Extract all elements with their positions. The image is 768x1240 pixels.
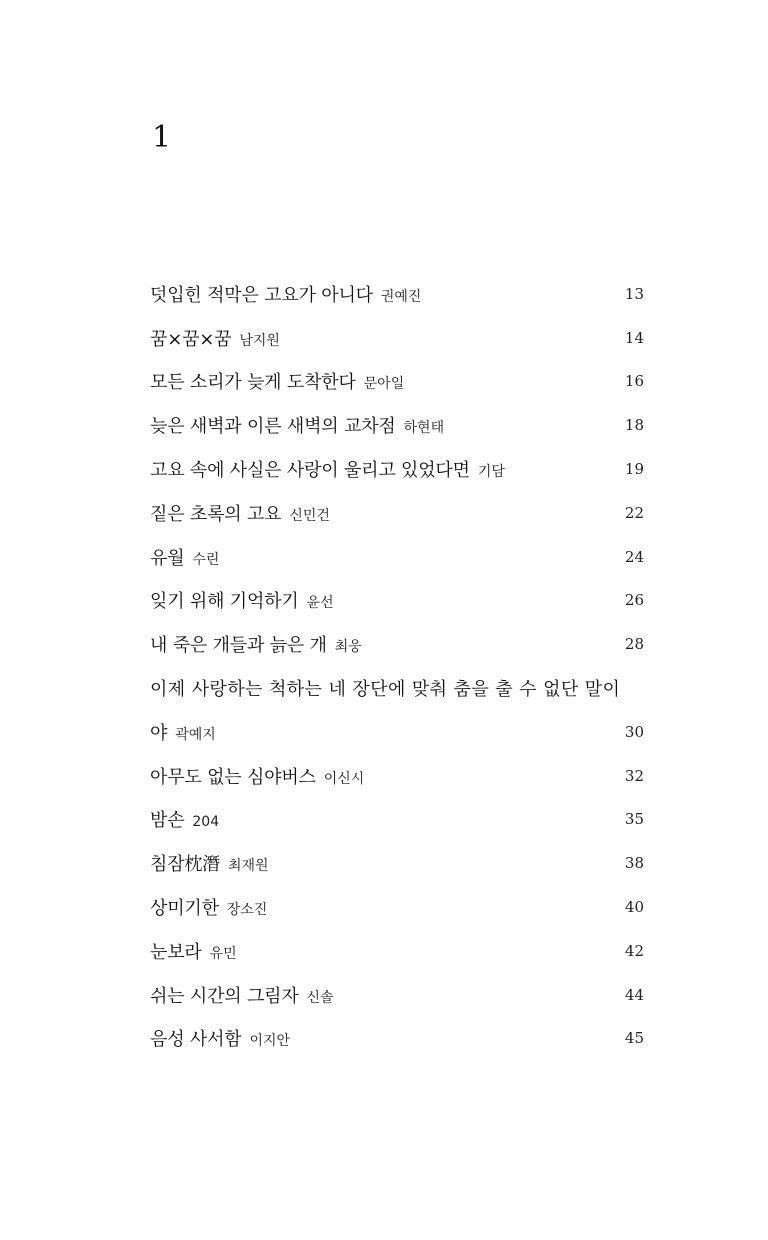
- toc-entry[interactable]: [150, 622, 644, 666]
- entry-author: 남지원: [239, 332, 280, 349]
- entry-title: 덧입힌 적막은 고요가 아니다: [150, 284, 373, 306]
- entry-page-number: 35: [624, 810, 644, 829]
- entry-title: 상미기한: [150, 898, 219, 920]
- entry-page-number: 28: [624, 635, 644, 654]
- entry-title: 아무도 없는 심야버스: [150, 766, 316, 788]
- entry-title: 잊기 위해 기억하기: [150, 591, 299, 613]
- toc-entry-wrapped-first-line[interactable]: [150, 666, 644, 710]
- toc-entry[interactable]: [150, 1017, 644, 1061]
- entry-page-number: 18: [624, 416, 644, 435]
- entry-author: 신민건: [289, 507, 330, 524]
- entry-page-number: 45: [624, 1029, 644, 1048]
- entry-author: 기담: [477, 464, 505, 481]
- entry-title: 꿈×꿈×꿈: [150, 328, 232, 350]
- toc-entry[interactable]: [150, 316, 644, 360]
- entry-title: 쉬는 시간의 그림자: [150, 985, 299, 1007]
- entry-author: 수린: [192, 551, 220, 568]
- entry-title: 짙은 초록의 고요: [150, 503, 282, 525]
- entry-page-number: 26: [624, 591, 644, 610]
- entry-page-number: 13: [624, 284, 644, 303]
- entry-page-number: 14: [624, 328, 644, 347]
- entry-title: 이제 사랑하는 척하는 네 장단에 맞춰 춤을 출 수 없단 말이: [150, 679, 621, 701]
- entry-author: 유민: [209, 945, 237, 962]
- entry-title: 음성 사서함: [150, 1029, 242, 1051]
- entry-page-number: 16: [624, 372, 644, 391]
- entry-author: 곽예지: [175, 726, 216, 743]
- toc-entry[interactable]: [150, 403, 644, 447]
- entry-author: 최웅: [334, 639, 362, 656]
- toc-entry[interactable]: [150, 579, 644, 623]
- entry-title: 모든 소리가 늦게 도착한다: [150, 372, 356, 394]
- entry-title: 야: [150, 722, 168, 744]
- entry-author: 하현태: [403, 420, 445, 437]
- entry-title: 내 죽은 개들과 늙은 개: [150, 635, 327, 657]
- entry-page-number: 24: [624, 547, 644, 566]
- toc-entry[interactable]: [150, 798, 644, 842]
- entry-author: 윤선: [306, 595, 334, 612]
- entry-title: 고요 속에 사실은 사랑이 울리고 있었다면: [150, 460, 470, 482]
- entry-page-number: 38: [624, 854, 644, 873]
- toc-entry[interactable]: [150, 754, 644, 798]
- toc-entry[interactable]: [150, 535, 644, 579]
- entry-page-number: 19: [624, 460, 644, 479]
- toc-entry[interactable]: [150, 841, 644, 885]
- entry-author: 최재원: [227, 858, 269, 875]
- entry-page-number: 30: [624, 722, 644, 741]
- entry-page-number: 44: [624, 985, 644, 1004]
- entry-title: 밤손: [150, 810, 185, 832]
- entry-author: 문아일: [363, 376, 405, 393]
- entry-author: 장소진: [226, 902, 268, 919]
- toc-entry[interactable]: [150, 360, 644, 404]
- toc-entry[interactable]: [150, 929, 644, 973]
- entry-page-number: 42: [624, 941, 644, 960]
- table-of-contents: [150, 272, 644, 1060]
- entry-author: 이지안: [249, 1033, 291, 1050]
- entry-page-number: 40: [624, 898, 644, 917]
- entry-author: 204: [192, 814, 220, 831]
- entry-page-number: 32: [624, 766, 644, 785]
- toc-entry[interactable]: [150, 491, 644, 535]
- toc-entry[interactable]: [150, 885, 644, 929]
- entry-title: 유월: [150, 547, 185, 569]
- toc-entry[interactable]: [150, 973, 644, 1017]
- entry-author: 권예진: [380, 288, 422, 305]
- entry-page-number: 22: [624, 503, 644, 522]
- entry-author: 신솔: [306, 989, 334, 1006]
- entry-title: 눈보라: [150, 941, 202, 963]
- toc-entry[interactable]: [150, 447, 644, 491]
- section-number: 1: [152, 120, 172, 155]
- toc-entry[interactable]: [150, 272, 644, 316]
- entry-author: 이신시: [323, 770, 365, 787]
- toc-entry-wrapped-second-line[interactable]: [150, 710, 644, 754]
- entry-title: 침잠枕潛: [150, 854, 220, 876]
- entry-title: 늦은 새벽과 이른 새벽의 교차점: [150, 416, 396, 438]
